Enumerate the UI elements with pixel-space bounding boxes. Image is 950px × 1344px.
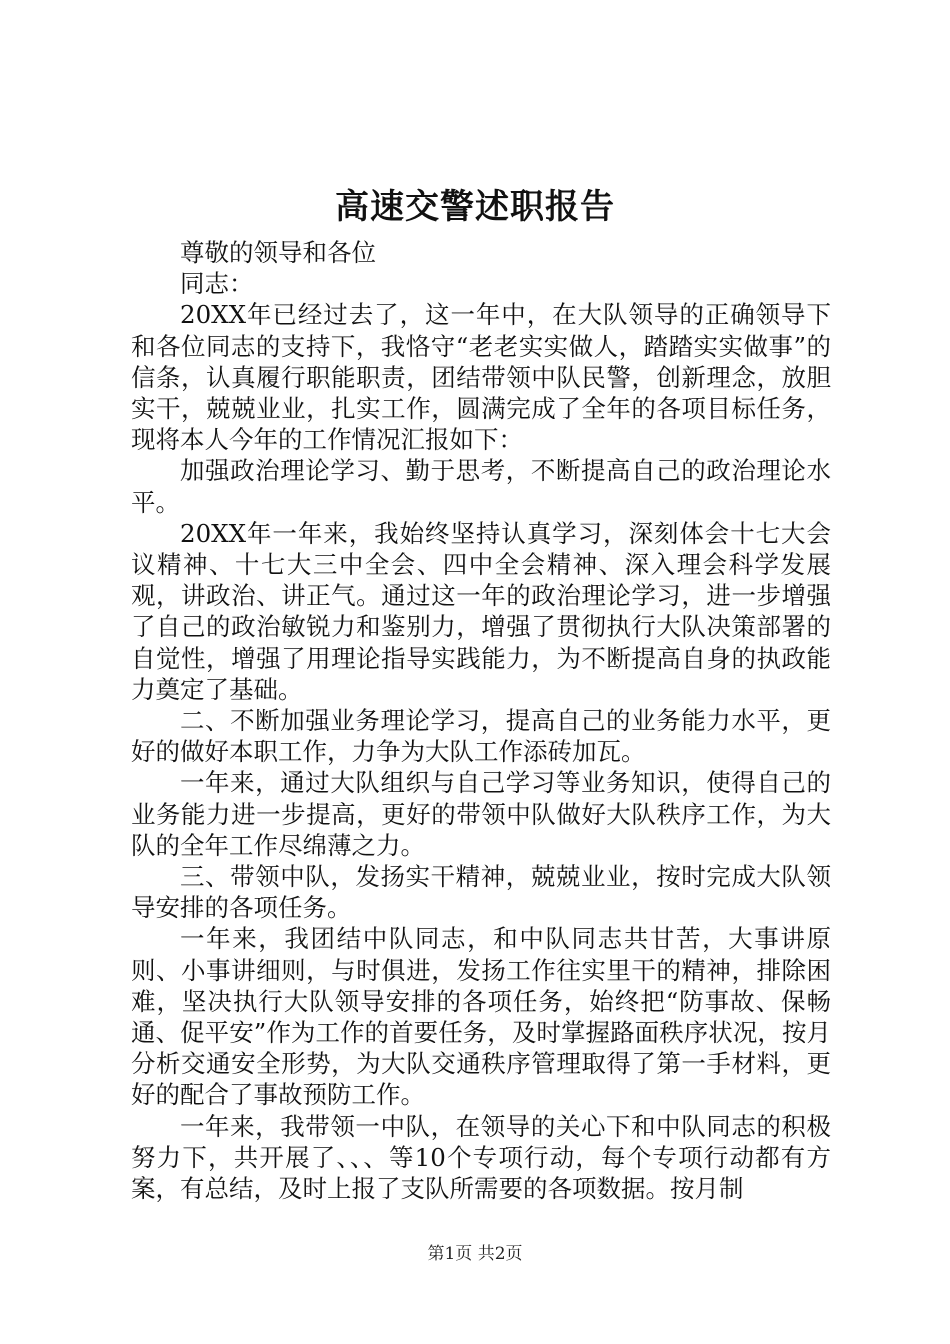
paragraph-special-actions: 一年来，我带领一中队，在领导的关心下和中队同志的积极努力下，共开展了、、、等10个专项行动，每个专项行动都有方案，有总结，及时上报了支队所需要的各项数据。按月制 bbox=[131, 1111, 831, 1204]
page-footer: 第1页 共2页 bbox=[427, 1244, 523, 1264]
paragraph-business-study: 一年来，通过大队组织与自己学习等业务知识，使得自己的业务能力进一步提高，更好的带领中队做好大队秩序工作，为大队的全年工作尽绵薄之力。 bbox=[131, 768, 831, 860]
paragraph-heading-3: 三、带领中队，发扬实干精神，兢兢业业，按时完成大队领导安排的各项任务。 bbox=[131, 862, 831, 923]
paragraph-heading-1: 加强政治理论学习、勤于思考，不断提高自己的政治理论水平。 bbox=[131, 456, 831, 517]
paragraph-intro: 20XX年已经过去了，这一年中，在大队领导的正确领导下和各位同志的支持下，我恪守“老老实实做人，踏踏实实做事”的信条，认真履行职能职责，团结带领中队民警，创新理念，放胆实干，兢兢业业，扎实工作，圆满完成了全年的各项目标任务，现将本人今年的工作情况汇报如下： bbox=[131, 300, 831, 455]
greeting-line-2: 同志： bbox=[180, 269, 254, 299]
document-body bbox=[131, 237, 831, 1204]
paragraph-heading-2: 二、不断加强业务理论学习，提高自己的业务能力水平，更好的做好本职工作，力争为大队工作添砖加瓦。 bbox=[131, 706, 831, 767]
paragraph-political-study: 20XX年一年来，我始终坚持认真学习，深刻体会十七大会议精神、十七大三中全会、四中全会精神、深入理会科学发展观，讲政治、讲正气。通过这一年的政治理论学习，进一步增强了自己的政治敏锐力和鉴别力，增强了贯彻执行大队决策部署的自觉性，增强了用理论指导实践能力，为不断提高自身的执政能力奠定了基础。 bbox=[131, 518, 831, 704]
greeting-line-1: 尊敬的领导和各位 bbox=[180, 238, 376, 267]
page-title: 高速交警述职报告 bbox=[335, 187, 615, 227]
paragraph-team-work: 一年来，我团结中队同志，和中队同志共甘苦，大事讲原则、小事讲细则，与时俱进，发扬工作往实里干的精神，排除困难，坚决执行大队领导安排的各项任务，始终把“防事故、保畅通、促平安”作为工作的首要任务，及时掌握路面秩序状况，按月分析交通安全形势，为大队交通秩序管理取得了第一手材料，更好的配合了事故预防工作。 bbox=[131, 924, 831, 1110]
